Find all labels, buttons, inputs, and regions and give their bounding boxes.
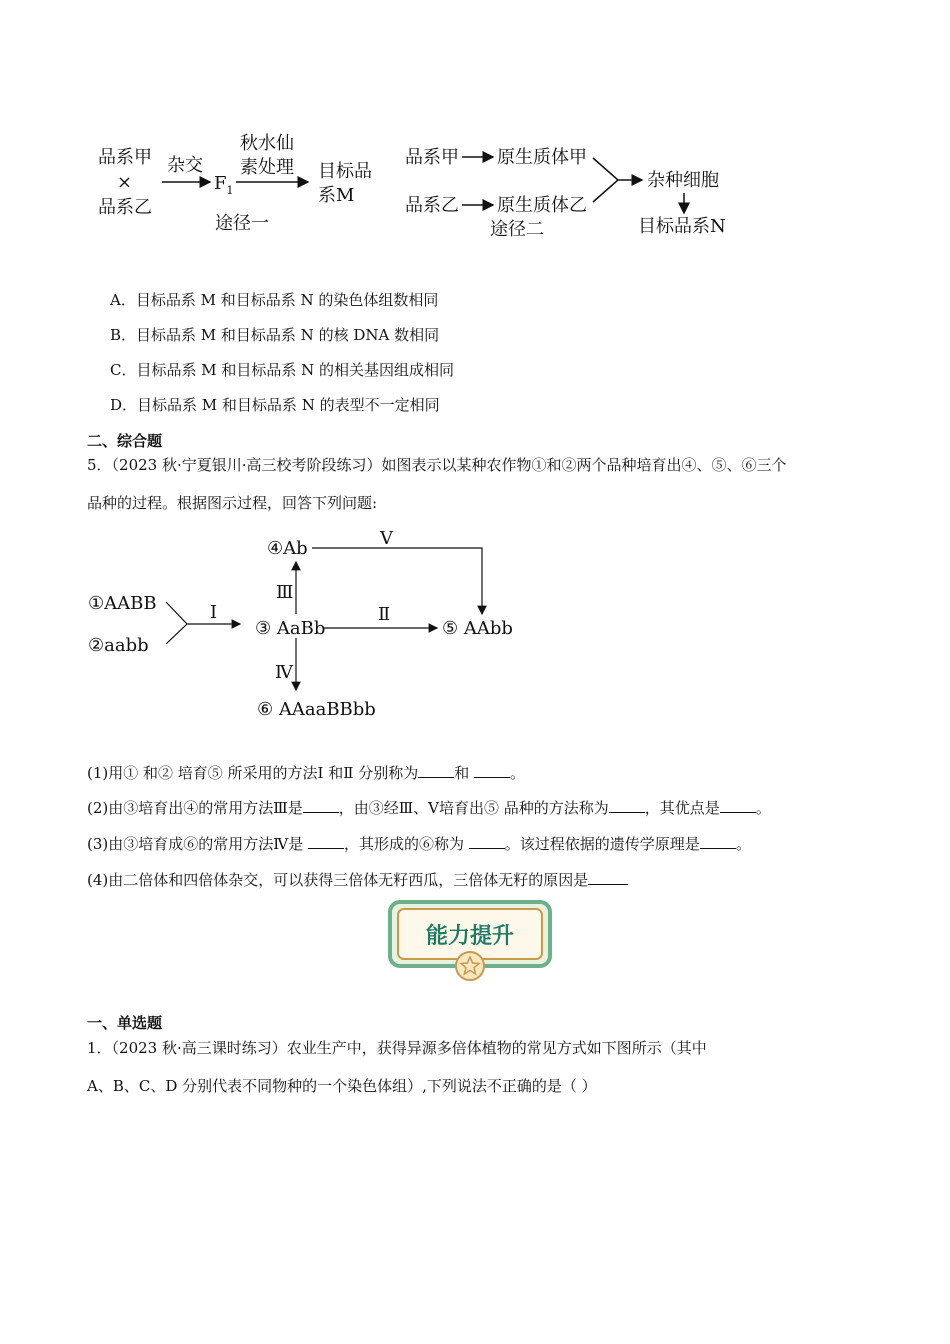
subquestion-1-text: 。 [510, 764, 526, 782]
row1-strain: 品系甲 [405, 147, 459, 168]
pathway-two-caption: 途径二 [490, 219, 544, 240]
option-a[interactable]: A．目标品系 M 和目标品系 N 的染色体组数相同 [110, 291, 439, 309]
cross-sign: × [117, 172, 133, 193]
route-1-arrow [166, 602, 240, 644]
node-4: ④Ab [267, 538, 308, 559]
node-2: ②aabb [88, 635, 149, 656]
answer-blank[interactable] [308, 834, 344, 849]
answer-blank[interactable] [418, 763, 454, 778]
target-n-label: 目标品系N [638, 216, 726, 237]
parent-a-label: 品系甲 [98, 147, 152, 168]
subquestion-4-text: (4)由二倍体和四倍体杂交，可以获得三倍体无籽西瓜，三倍体无籽的原因是 [87, 871, 589, 889]
step-cross-label: 杂交 [167, 155, 203, 176]
section-heading-comprehensive: 二、综合题 [87, 432, 163, 450]
protoplast-a: 原生质体甲 [497, 147, 587, 168]
route-4-label: Ⅳ [275, 662, 293, 683]
pathway-one [98, 133, 372, 234]
answer-blank[interactable] [469, 834, 505, 849]
answer-blank[interactable] [474, 763, 510, 778]
target-m-line2: 系M [318, 185, 355, 206]
hybrid-cell-label: 杂种细胞 [647, 170, 719, 191]
question-5-stem-line2: 品种的过程。根据图示过程，回答下列问题: [87, 494, 378, 512]
badge-text: 能力提升 [425, 924, 515, 949]
step-colchicine-line1: 秋水仙 [240, 133, 294, 154]
subquestion-3 [87, 833, 751, 854]
row2-strain: 品系乙 [405, 195, 459, 216]
route-2-label: Ⅱ [378, 604, 391, 625]
subquestion-1-text: (1)用① 和② 培育⑤ 所采用的方法Ⅰ 和Ⅱ 分别称为 [87, 764, 419, 782]
parent-b-label: 品系乙 [98, 197, 152, 218]
step-colchicine-line2: 素处理 [240, 157, 294, 178]
breeding-pathway-diagram [90, 125, 750, 250]
subquestion-3-text: 。 [735, 835, 751, 853]
subquestion-2-text: ，其优点是 [644, 799, 720, 817]
pathway-one-caption: 途径一 [215, 213, 269, 234]
route-5-arrow [312, 548, 482, 614]
answer-blank[interactable] [588, 870, 628, 885]
node-5: ⑤ AAbb [442, 618, 513, 639]
option-d[interactable]: D．目标品系 M 和目标品系 N 的表型不一定相同 [110, 396, 440, 414]
crop-breeding-diagram [80, 520, 540, 730]
f1-label: $F_1$ [214, 173, 234, 197]
route-3-label: Ⅲ [276, 582, 294, 603]
answer-blank[interactable] [609, 798, 645, 813]
protoplast-b: 原生质体乙 [497, 195, 587, 216]
subquestion-1-text: 和 [454, 764, 474, 782]
answer-blank[interactable] [720, 798, 756, 813]
subquestion-2-text: (2)由③培育出④的常用方法Ⅲ是 [87, 799, 303, 817]
answer-blank[interactable] [303, 798, 339, 813]
fusion-arrow [593, 158, 642, 202]
subquestion-2-text: 。 [755, 799, 771, 817]
subquestion-3-text: ，其形成的⑥称为 [344, 835, 469, 853]
subquestion-2 [87, 797, 771, 818]
node-6: ⑥ AAaaBBbb [257, 699, 376, 720]
answer-blank[interactable] [700, 834, 736, 849]
option-b[interactable]: B．目标品系 M 和目标品系 N 的核 DNA 数相同 [110, 326, 440, 344]
route-5-label: Ⅴ [380, 528, 393, 549]
section-heading-single-choice: 一、单选题 [87, 1014, 163, 1032]
option-c[interactable]: C．目标品系 M 和目标品系 N 的相关基因组成相同 [110, 361, 455, 379]
ability-improvement-badge [385, 898, 555, 984]
route-1-label: Ⅰ [210, 602, 218, 623]
node-1: ①AABB [88, 593, 157, 614]
target-m-line1: 目标品 [318, 161, 372, 182]
subquestion-4 [87, 869, 628, 890]
question-1-stem-line1: 1．（2023 秋·高三课时练习）农业生产中，获得异源多倍体植物的常见方式如下图所示（其中 [87, 1039, 707, 1057]
subquestion-3-text: (3)由③培育成⑥的常用方法Ⅳ是 [87, 835, 309, 853]
subquestion-3-text: 。该过程依据的遗传学原理是 [504, 835, 700, 853]
pathway-two [405, 147, 726, 240]
subquestion-2-text: ，由③经Ⅲ、Ⅴ培育出⑤ 品种的方法称为 [338, 799, 609, 817]
subquestion-1 [87, 762, 525, 783]
node-3: ③ AaBb [255, 618, 326, 639]
question-5-stem-line1: 5．（2023 秋·宁夏银川·高三校考阶段练习）如图表示以某种农作物①和②两个品种培育出④、⑤、⑥三个 [87, 456, 787, 474]
question-1-stem-line2: A、B、C、D 分别代表不同物种的一个染色体组）,下列说法不正确的是（ ） [87, 1077, 597, 1095]
